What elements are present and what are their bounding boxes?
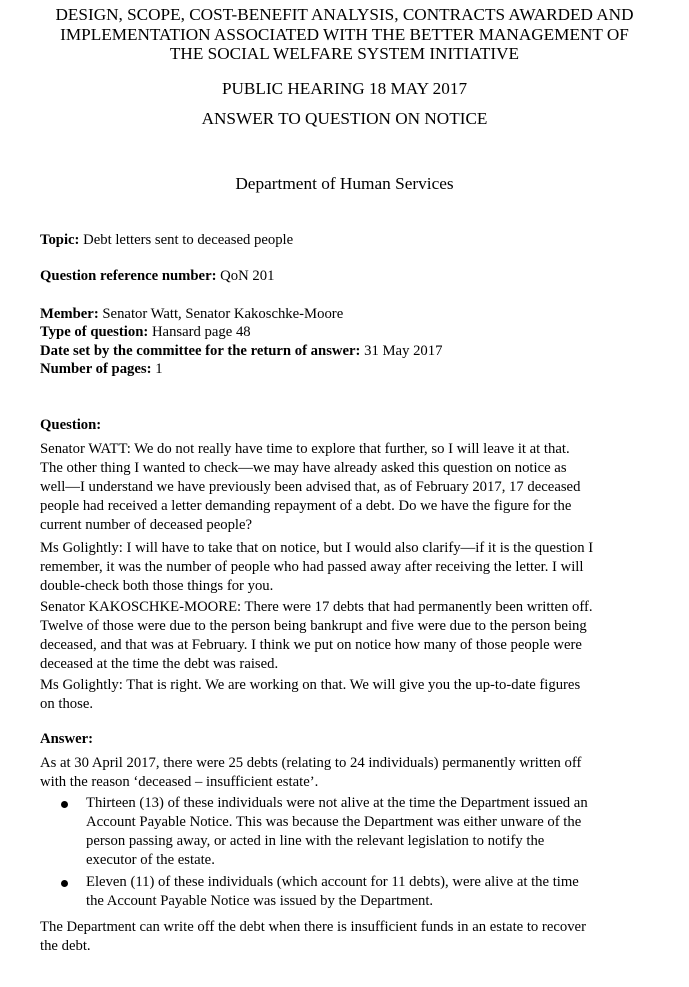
answer-closing xyxy=(40,918,680,956)
document-title xyxy=(10,5,679,64)
field-label: Member: xyxy=(40,306,99,322)
paragraph-line: double-check both those things for you. xyxy=(40,578,274,594)
member-field xyxy=(40,306,670,323)
field-value: 31 May 2017 xyxy=(360,343,443,359)
paragraph-line: the debt. xyxy=(40,938,91,954)
field-value: Hansard page 48 xyxy=(148,324,251,340)
paragraph-line: Twelve of those were due to the person being bankrupt and five were due to the person being xyxy=(40,618,587,634)
field-label: Topic: xyxy=(40,232,80,248)
date-set-field xyxy=(40,343,670,360)
question-paragraph xyxy=(40,539,680,596)
question-paragraph xyxy=(40,676,680,714)
answer-bullet xyxy=(86,873,676,911)
answer-heading: Answer: xyxy=(40,731,94,747)
field-value: 1 xyxy=(151,361,163,377)
type-field xyxy=(40,324,670,341)
field-label: Number of pages: xyxy=(40,361,152,377)
department-name: Department of Human Services xyxy=(235,174,454,193)
paragraph-line: people had received a letter demanding repayment of a debt. Do we have the figure for the xyxy=(40,498,572,514)
question-paragraph xyxy=(40,598,680,674)
paragraph-line: The other thing I wanted to check—we may have already asked this question on notice as xyxy=(40,460,567,476)
title-line: DESIGN, SCOPE, COST-BENEFIT ANALYSIS, CONTRACTS AWARDED AND xyxy=(55,5,634,24)
title-line: IMPLEMENTATION ASSOCIATED WITH THE BETTER MANAGEMENT OF xyxy=(60,24,629,44)
topic-field xyxy=(40,232,670,249)
paragraph-line: Ms Golightly: I will have to take that on notice, but I would also clarify—if it is the question I xyxy=(40,540,594,556)
bullet-icon xyxy=(61,801,68,808)
answer-bullet xyxy=(86,794,676,870)
paragraph-line: with the reason ‘deceased – insufficient estate’. xyxy=(40,774,319,790)
paragraph-line: As at 30 April 2017, there were 25 debts (relating to 24 individuals) permanently written off xyxy=(40,755,582,771)
field-label: Type of question: xyxy=(40,324,149,340)
bullet-line: Account Payable Notice. This was because the Department was either unware of the xyxy=(86,814,582,830)
field-value: Senator Watt, Senator Kakoschke-Moore xyxy=(98,306,344,322)
bullet-line: person passing away, or acted in line with the relevant legislation to notify the xyxy=(86,833,545,849)
field-value: QoN 201 xyxy=(216,268,275,284)
paragraph-line: Senator WATT: We do not really have time to explore that further, so I will leave it at that. xyxy=(40,441,570,457)
field-label: Date set by the committee for the return of answer: xyxy=(40,343,361,359)
field-value: Debt letters sent to deceased people xyxy=(79,232,294,248)
title-line: THE SOCIAL WELFARE SYSTEM INITIATIVE xyxy=(169,44,520,63)
paragraph-line: deceased, and that was at February. I think we put on notice how many of those people were xyxy=(40,637,582,653)
question-heading: Question: xyxy=(40,417,102,433)
question-paragraph xyxy=(40,440,680,535)
field-label: Question reference number: xyxy=(40,268,217,284)
bullet-line: Thirteen (13) of these individuals were not alive at the time the Department issued an xyxy=(86,795,588,811)
answer-intro xyxy=(40,754,680,792)
paragraph-line: current number of deceased people? xyxy=(40,517,253,533)
bullet-line: the Account Payable Notice was issued by the Department. xyxy=(86,893,434,909)
pages-field xyxy=(40,361,670,378)
paragraph-line: remember, it was the number of people who had passed away after receiving the letter. I will xyxy=(40,559,584,575)
bullet-icon xyxy=(61,880,68,887)
bullet-line: executor of the estate. xyxy=(86,852,215,868)
question-ref-field xyxy=(40,268,670,285)
bullet-line: Eleven (11) of these individuals (which account for 11 debts), were alive at the time xyxy=(86,874,579,890)
paragraph-line: Senator KAKOSCHKE-MOORE: There were 17 debts that had permanently been written off. xyxy=(40,599,593,615)
paragraph-line: on those. xyxy=(40,696,94,712)
paragraph-line: Ms Golightly: That is right. We are working on that. We will give you the up-to-date figures xyxy=(40,677,581,693)
paragraph-line: deceased at the time the debt was raised. xyxy=(40,656,279,672)
answer-on-notice-heading: ANSWER TO QUESTION ON NOTICE xyxy=(201,109,488,128)
paragraph-line: The Department can write off the debt when there is insufficient funds in an estate to recover xyxy=(40,919,586,935)
paragraph-line: well—I understand we have previously been advised that, as of February 2017, 17 deceased xyxy=(40,479,581,495)
hearing-date: PUBLIC HEARING 18 MAY 2017 xyxy=(221,79,468,98)
